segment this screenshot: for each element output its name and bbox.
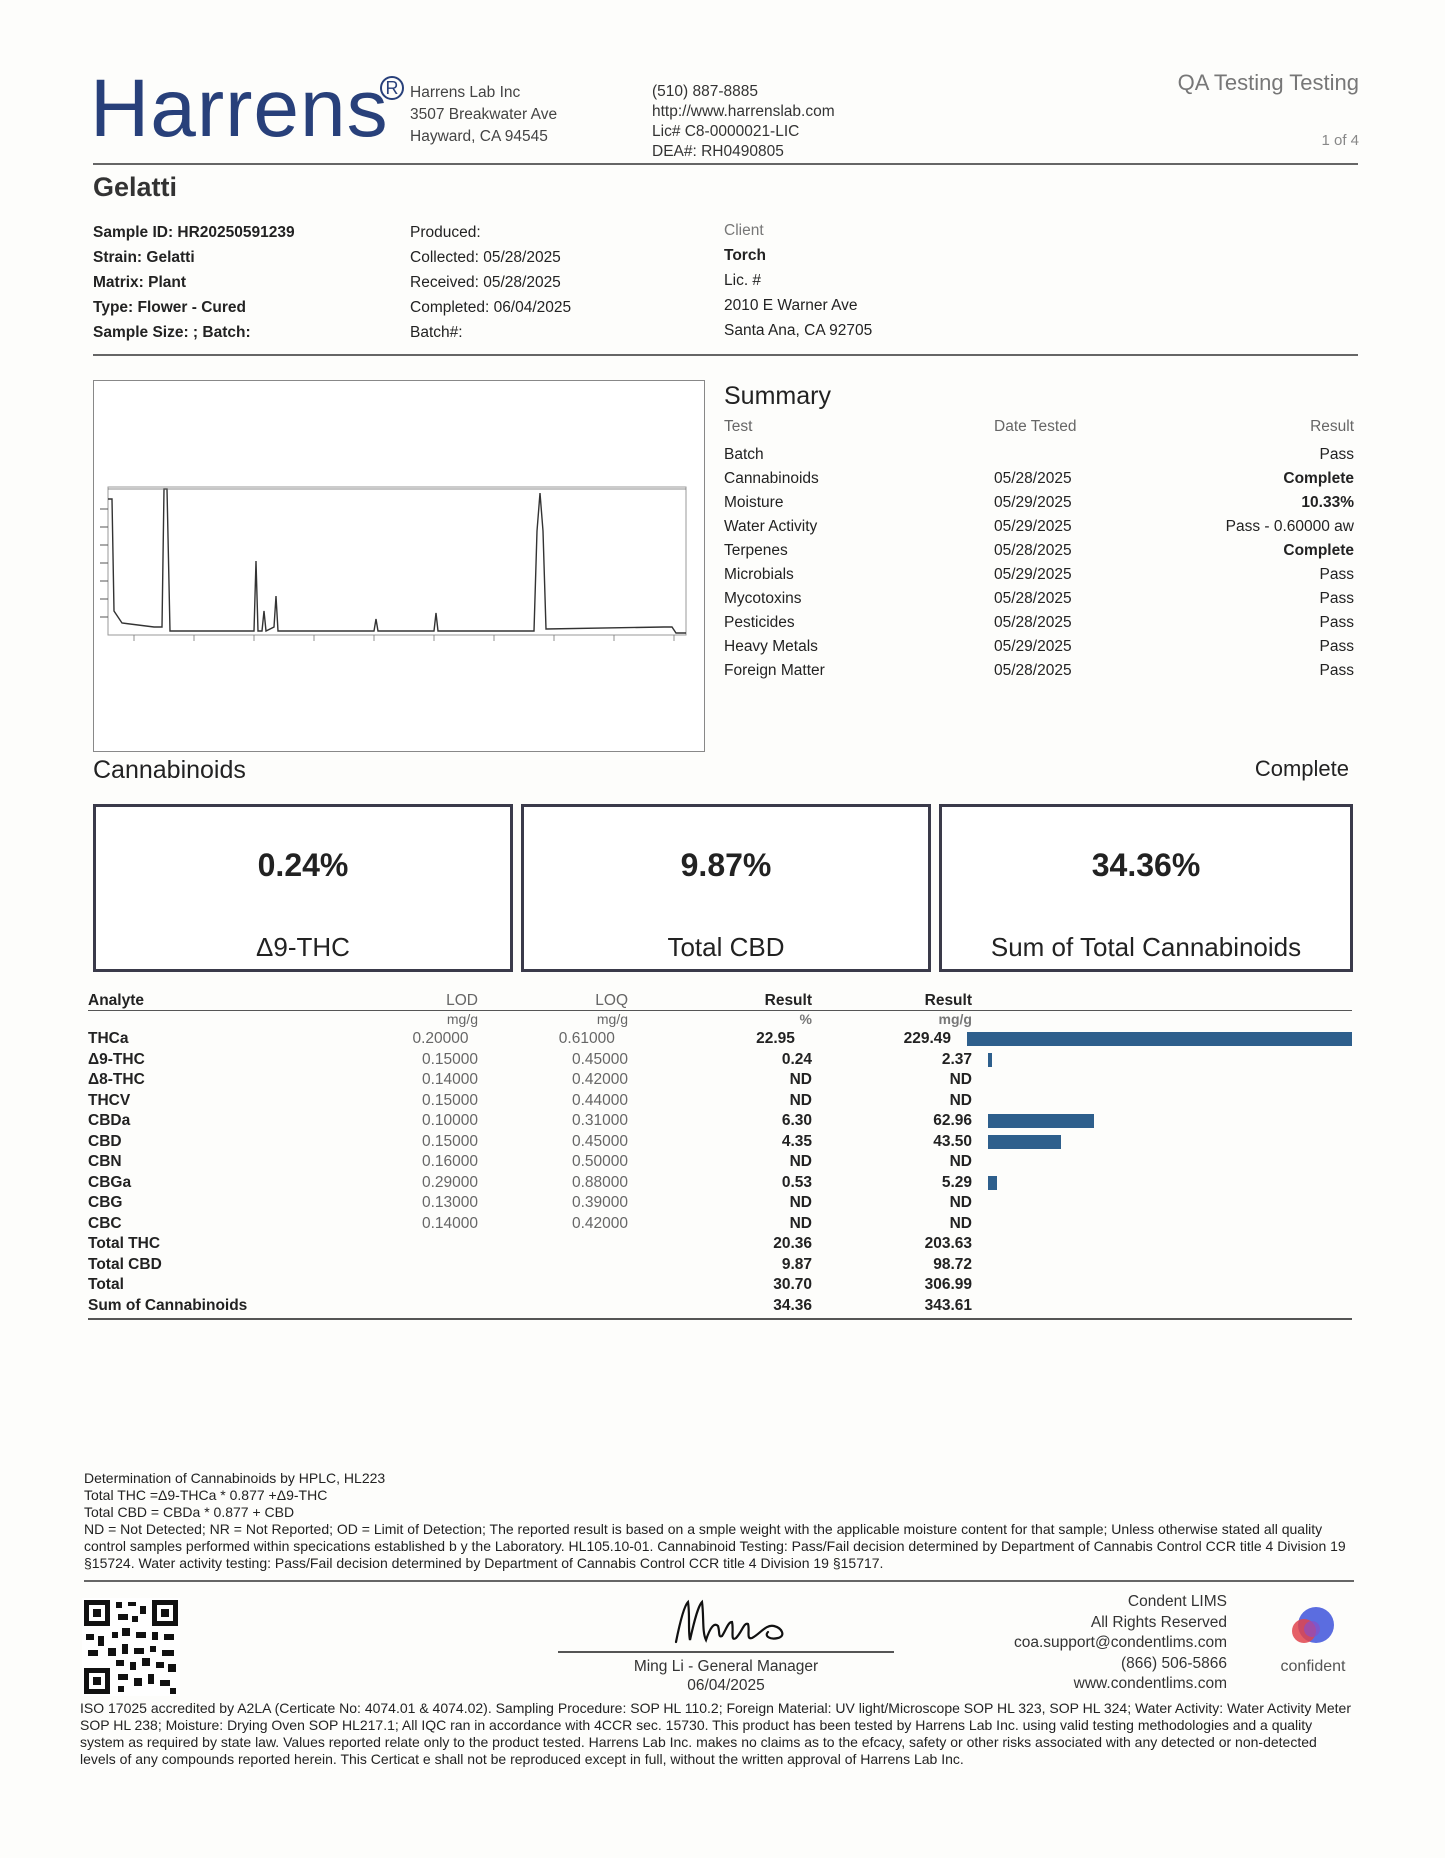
analyte-row xyxy=(88,1132,1352,1153)
analyte-loq: 0.42000 xyxy=(571,1071,628,1089)
summary-row xyxy=(724,515,1354,539)
analyte-name: CBG xyxy=(88,1194,123,1212)
report-title: QA Testing Testing xyxy=(1177,70,1359,95)
summary-result: Complete xyxy=(1283,470,1354,487)
lims-phone: (866) 506-5866 xyxy=(1121,1654,1227,1672)
analyte-result-mg: 203.63 xyxy=(924,1235,972,1253)
completed-date: Completed: 06/04/2025 xyxy=(410,299,572,316)
unit-lod: mg/g xyxy=(446,1011,478,1027)
unit-mg: mg/g xyxy=(938,1011,972,1027)
analyte-row xyxy=(88,1111,1352,1132)
method-line: Determination of Cannabinoids by HPLC, HL223 xyxy=(84,1470,386,1486)
summary-test: Heavy Metals xyxy=(724,638,818,655)
summary-row xyxy=(724,443,1354,467)
summary-date: 05/29/2025 xyxy=(994,518,1072,535)
summary-result: Pass xyxy=(1319,446,1354,463)
chromatogram xyxy=(93,380,705,752)
summary-date: 05/28/2025 xyxy=(994,614,1072,631)
kpi-card-total-cbd xyxy=(521,804,931,972)
unit-loq: mg/g xyxy=(596,1011,628,1027)
analyte-result-bar xyxy=(988,1114,1094,1128)
analyte-result-bar xyxy=(967,1032,1352,1046)
analyte-table-end-rule xyxy=(88,1318,1352,1320)
summary-date: 05/28/2025 xyxy=(994,470,1072,487)
analyte-result-pct: ND xyxy=(789,1214,812,1232)
summary-result: Pass xyxy=(1319,662,1354,679)
analyte-result-mg: ND xyxy=(949,1214,972,1232)
col-analyte: Analyte xyxy=(88,992,144,1009)
analyte-row xyxy=(88,1029,1352,1050)
analyte-lod: 0.15000 xyxy=(421,1091,478,1109)
summary-date: 05/29/2025 xyxy=(994,566,1072,583)
client-name: Torch xyxy=(724,247,766,264)
analyte-result-mg: 2.37 xyxy=(941,1050,972,1068)
sample-id: Sample ID: HR20250591239 xyxy=(93,224,295,241)
chromatogram-plot xyxy=(94,381,704,751)
summary-col-test: Test xyxy=(724,418,753,435)
sample-type: Type: Flower - Cured xyxy=(93,299,247,316)
summary-title: Summary xyxy=(724,382,831,410)
lab-address xyxy=(410,82,557,148)
analyte-result-mg: ND xyxy=(949,1091,972,1109)
analyte-name: Δ9-THC xyxy=(88,1050,145,1068)
col-lod: LOD xyxy=(446,992,478,1009)
summary-row xyxy=(724,467,1354,491)
summary-test: Microbials xyxy=(724,566,794,583)
analyte-result-mg: ND xyxy=(949,1153,972,1171)
summary-date: 05/28/2025 xyxy=(994,662,1072,679)
signature-image xyxy=(670,1592,810,1648)
analyte-result-mg: 306.99 xyxy=(924,1276,972,1294)
analyte-table xyxy=(88,990,1352,1320)
definitions-text: ND = Not Detected; NR = Not Reported; OD = Limit of Detection; The reported result is based on a smple weight with the applicable moisture content for that sample; Unless otherwise stated all quality control samples performed within specications established b y the Laboratory. HL105.10-01. Cannabinoid Testing: Pass/Fail decision determined by Department of Cannabis Control CCR title 4 Division 19 §15724. Water activity testing: Pass/Fail decision determined by Department of Cannabis Control CCR title 4 Division 19 §15717. xyxy=(84,1521,1346,1571)
analyte-lod: 0.13000 xyxy=(421,1194,478,1212)
analyte-row xyxy=(88,1214,1352,1235)
lims-info xyxy=(1014,1592,1227,1695)
sample-strain: Strain: Gelatti xyxy=(93,249,195,266)
analyte-loq: 0.39000 xyxy=(571,1194,628,1212)
analyte-result-mg: 5.29 xyxy=(941,1173,972,1191)
summary-row xyxy=(724,587,1354,611)
analyte-row xyxy=(88,1193,1352,1214)
analyte-loq: 0.61000 xyxy=(558,1030,615,1048)
analyte-result-pct: 6.30 xyxy=(781,1112,812,1130)
summary-test: Pesticides xyxy=(724,614,795,631)
summary-date: 05/29/2025 xyxy=(994,638,1072,655)
summary-row xyxy=(724,539,1354,563)
lab-address-line2: Hayward, CA 94545 xyxy=(410,128,548,145)
analyte-row xyxy=(88,1091,1352,1112)
analyte-lod: 0.14000 xyxy=(421,1214,478,1232)
lab-address-line1: 3507 Breakwater Ave xyxy=(410,106,558,123)
lims-name: Condent LIMS xyxy=(1127,1593,1227,1610)
batch-number: Batch#: xyxy=(410,324,463,341)
product-name: Gelatti xyxy=(93,172,178,202)
analyte-row xyxy=(88,1255,1352,1276)
summary-result: Pass xyxy=(1319,638,1354,655)
summary-row xyxy=(724,635,1354,659)
analyte-lod: 0.10000 xyxy=(421,1112,478,1130)
summary-result: Complete xyxy=(1283,542,1354,559)
signatory-date: 06/04/2025 xyxy=(687,1677,765,1694)
analyte-lod: 0.20000 xyxy=(412,1030,469,1048)
analyte-lod: 0.14000 xyxy=(421,1071,478,1089)
summary-date: 05/28/2025 xyxy=(994,542,1072,559)
analyte-result-mg: ND xyxy=(949,1071,972,1089)
analyte-row xyxy=(88,1296,1352,1317)
analyte-loq: 0.45000 xyxy=(571,1050,628,1068)
analyte-row xyxy=(88,1050,1352,1071)
summary-result: Pass xyxy=(1319,590,1354,607)
analyte-name: Sum of Cannabinoids xyxy=(88,1296,248,1314)
received-date: Received: 05/28/2025 xyxy=(410,274,561,291)
confident-logo xyxy=(1268,1605,1358,1676)
col-result-mg: Result xyxy=(924,992,972,1009)
analyte-rows xyxy=(88,1029,1352,1316)
analyte-loq: 0.31000 xyxy=(571,1112,628,1130)
analyte-loq: 0.50000 xyxy=(571,1153,628,1171)
client-address-line1: 2010 E Warner Ave xyxy=(724,297,858,314)
analyte-loq: 0.42000 xyxy=(571,1214,628,1232)
analyte-name: THCa xyxy=(88,1030,129,1048)
analyte-name: CBD xyxy=(88,1132,122,1150)
header-divider xyxy=(93,163,1358,165)
lims-rights: All Rights Reserved xyxy=(1090,1613,1227,1631)
analyte-result-mg: 229.49 xyxy=(903,1030,952,1048)
analyte-result-pct: 0.24 xyxy=(781,1050,812,1068)
analyte-name: Δ8-THC xyxy=(88,1071,145,1089)
lab-name: Harrens Lab Inc xyxy=(410,84,521,101)
analyte-row xyxy=(88,1070,1352,1091)
registered-mark: R xyxy=(380,76,404,100)
kpi-value: 9.87% xyxy=(680,847,772,883)
formula-total-thc: Total THC =Δ9-THCa * 0.877 +Δ9-THC xyxy=(84,1487,328,1503)
qr-code-icon[interactable] xyxy=(82,1598,180,1696)
analyte-result-mg: 98.72 xyxy=(933,1255,972,1273)
analyte-result-pct: 22.95 xyxy=(756,1030,795,1048)
analyte-name: Total CBD xyxy=(88,1255,162,1273)
analyte-result-mg: ND xyxy=(949,1194,972,1212)
analyte-row xyxy=(88,1234,1352,1255)
sample-info xyxy=(93,220,295,345)
info-divider xyxy=(93,354,1358,356)
client-address-line2: Santa Ana, CA 92705 xyxy=(724,322,873,339)
analyte-name: Total THC xyxy=(88,1235,161,1253)
summary-row xyxy=(724,659,1354,683)
analyte-result-pct: 9.87 xyxy=(781,1255,812,1273)
analyte-result-mg: 343.61 xyxy=(924,1296,972,1314)
analyte-result-pct: 20.36 xyxy=(773,1235,812,1253)
summary-row xyxy=(724,491,1354,515)
analyte-result-bar xyxy=(988,1135,1061,1149)
col-result-pct: Result xyxy=(764,992,812,1009)
summary-col-result: Result xyxy=(1310,418,1354,435)
cannabinoids-status: Complete xyxy=(1254,756,1349,781)
client-info xyxy=(724,218,872,343)
lab-contact xyxy=(652,82,835,162)
lims-email[interactable]: coa.support@condentlims.com xyxy=(1013,1634,1227,1651)
sample-dates xyxy=(410,220,571,345)
analyte-row xyxy=(88,1173,1352,1194)
lab-dea: DEA#: RH0490805 xyxy=(652,143,784,160)
kpi-label: Δ9-THC xyxy=(256,932,350,962)
analyte-result-pct: ND xyxy=(789,1153,812,1171)
analyte-loq: 0.45000 xyxy=(571,1132,628,1150)
client-label: Client xyxy=(724,222,764,239)
analyte-name: CBDa xyxy=(88,1112,131,1130)
method-notes xyxy=(84,1470,1354,1572)
kpi-value: 0.24% xyxy=(257,847,349,883)
summary-test: Mycotoxins xyxy=(724,590,802,607)
analyte-loq: 0.88000 xyxy=(571,1173,628,1191)
summary-date: 05/29/2025 xyxy=(994,494,1072,511)
analyte-result-pct: 0.53 xyxy=(781,1173,812,1191)
analyte-name: THCV xyxy=(88,1091,131,1109)
analyte-name: Total xyxy=(88,1276,124,1294)
unit-pct: % xyxy=(799,1011,812,1027)
confident-logo-text: confident xyxy=(1280,1658,1346,1675)
analyte-name: CBN xyxy=(88,1153,122,1171)
lab-phone: (510) 887-8885 xyxy=(652,83,758,100)
summary-test: Water Activity xyxy=(724,518,818,535)
analyte-result-pct: 4.35 xyxy=(781,1132,812,1150)
confident-logo-icon xyxy=(1288,1605,1338,1649)
analyte-result-pct: 34.36 xyxy=(773,1296,812,1314)
summary-test: Foreign Matter xyxy=(724,662,825,679)
sample-size: Sample Size: ; Batch: xyxy=(93,324,251,341)
col-loq: LOQ xyxy=(595,992,628,1009)
summary-table xyxy=(724,443,1354,683)
summary-row xyxy=(724,611,1354,635)
analyte-result-pct: 30.70 xyxy=(773,1276,812,1294)
lims-website[interactable]: www.condentlims.com xyxy=(1073,1675,1227,1692)
analyte-lod: 0.15000 xyxy=(421,1050,478,1068)
summary-col-date: Date Tested xyxy=(994,418,1077,435)
analyte-loq: 0.44000 xyxy=(571,1091,628,1109)
kpi-label: Sum of Total Cannabinoids xyxy=(990,932,1302,962)
signatory-name: Ming Li - General Manager xyxy=(633,1658,819,1675)
analyte-result-pct: ND xyxy=(789,1194,812,1212)
summary-result: 10.33% xyxy=(1301,494,1354,511)
analyte-result-pct: ND xyxy=(789,1091,812,1109)
analyte-row xyxy=(88,1275,1352,1296)
analyte-lod: 0.16000 xyxy=(421,1153,478,1171)
summary-result: Pass - 0.60000 aw xyxy=(1225,518,1354,535)
lab-license: Lic# C8-0000021-LIC xyxy=(652,123,800,140)
produced-date: Produced: xyxy=(410,224,481,241)
kpi-card-sum-cannabinoids xyxy=(939,804,1353,972)
analyte-name: CBGa xyxy=(88,1173,132,1191)
harrens-logo: Harrens xyxy=(90,63,389,154)
analyte-result-mg: 62.96 xyxy=(933,1112,972,1130)
signatory xyxy=(558,1657,894,1695)
analyte-units xyxy=(88,1010,1352,1029)
analyte-result-mg: 43.50 xyxy=(933,1132,972,1150)
analyte-result-bar xyxy=(988,1176,997,1190)
summary-test: Cannabinoids xyxy=(724,470,819,487)
summary-result: Pass xyxy=(1319,566,1354,583)
kpi-card-d9thc xyxy=(93,804,513,972)
kpi-label: Total CBD xyxy=(667,932,785,962)
summary-date: 05/28/2025 xyxy=(994,590,1072,607)
summary-row xyxy=(724,563,1354,587)
summary-test: Moisture xyxy=(724,494,784,511)
signature-line xyxy=(558,1651,894,1653)
analyte-result-pct: ND xyxy=(789,1071,812,1089)
kpi-value: 34.36% xyxy=(1091,847,1201,883)
page-number: 1 of 4 xyxy=(1321,132,1359,149)
analyte-name: CBC xyxy=(88,1214,122,1232)
summary-test: Batch xyxy=(724,446,764,463)
summary-result: Pass xyxy=(1319,614,1354,631)
accreditation-footer: ISO 17025 accredited by A2LA (Certicate No: 4074.01 & 4074.02). Sampling Procedure: SOP HL 110.2; Foreign Material: UV light/Microscope SOP HL 323, SOP HL 324; Water Activity: Water Activity Meter SOP HL 238; Moisture: Drying Oven SOP HL217.1; All IQC ran in accordance with 4CCR sec. 15730. This product has been tested by Harrens Lab Inc. using valid testing methodologies and a quality system as required by state law. Values reported relate only to the product tested. Harrens Lab Inc. makes no claims as to the efcacy, safety or other risks associated with any detected or non-detected levels of any compounds reported herein. This Certicat e shall not be reproduced except in full, without the written approval of Harrens Lab Inc. xyxy=(80,1700,1351,1767)
sample-matrix: Matrix: Plant xyxy=(93,274,187,291)
analyte-header xyxy=(88,990,1352,1010)
client-license: Lic. # xyxy=(724,272,762,289)
analyte-row xyxy=(88,1152,1352,1173)
analyte-lod: 0.29000 xyxy=(421,1173,478,1191)
notes-divider xyxy=(84,1580,1354,1582)
cannabinoids-title: Cannabinoids xyxy=(93,756,246,784)
formula-total-cbd: Total CBD = CBDa * 0.877 + CBD xyxy=(84,1504,295,1520)
summary-test: Terpenes xyxy=(724,542,788,559)
analyte-result-bar xyxy=(988,1053,992,1067)
collected-date: Collected: 05/28/2025 xyxy=(410,249,561,266)
analyte-lod: 0.15000 xyxy=(421,1132,478,1150)
lab-website: http://www.harrenslab.com xyxy=(652,103,835,120)
